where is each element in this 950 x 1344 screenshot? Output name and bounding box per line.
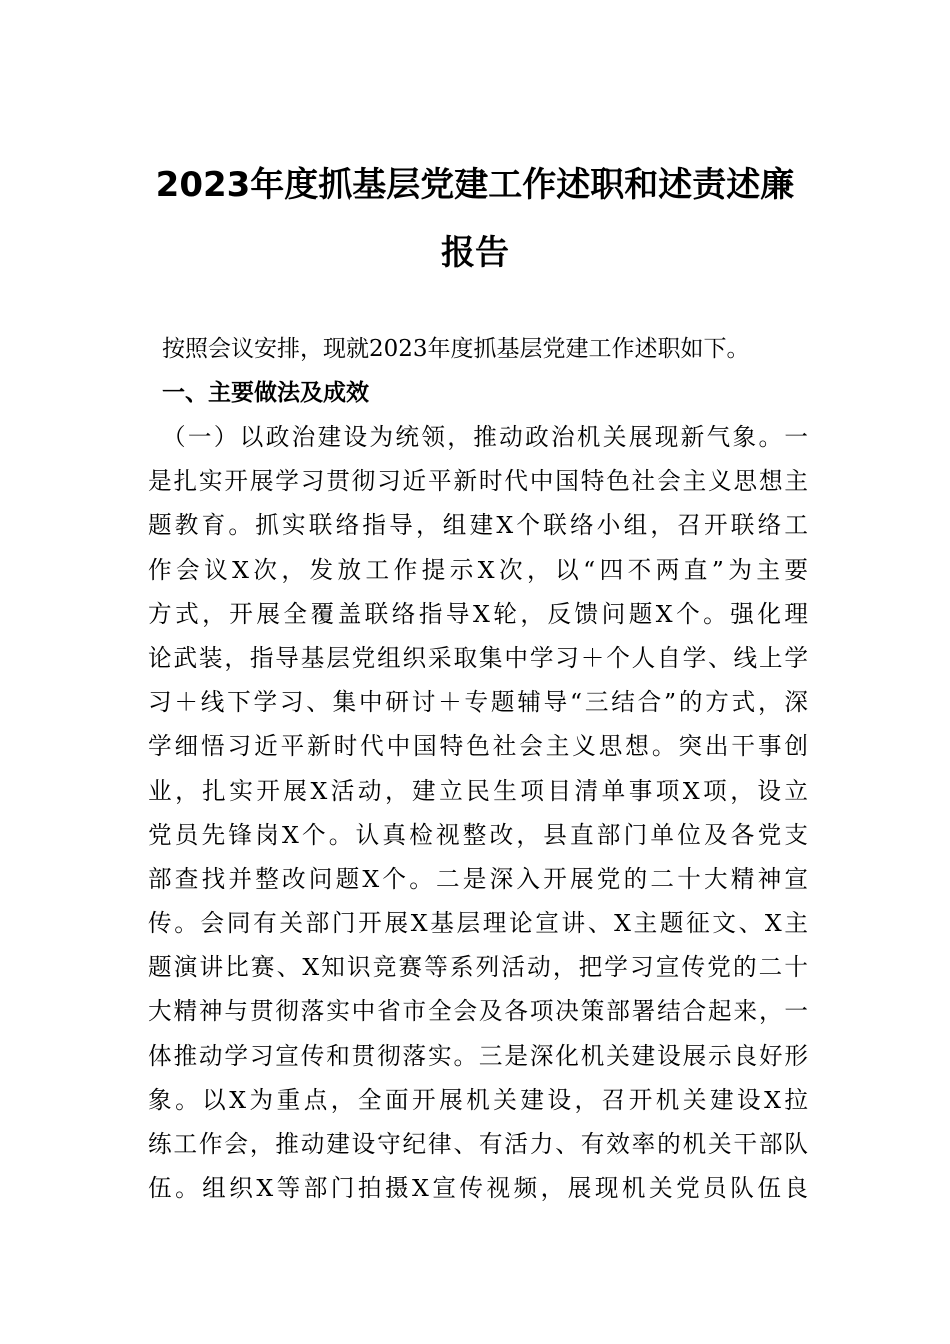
section-heading: 一、主要做法及成效 — [162, 380, 369, 406]
body-line: 伍。组织X等部门拍摄X宣传视频，展现机关党员队伍良 — [148, 1174, 808, 1203]
body-line: 题教育。抓实联络指导，组建X个联络小组，召开联络工 — [148, 511, 808, 540]
body-line: 党员先锋岗X个。认真检视整改，县直部门单位及各党支 — [148, 820, 808, 849]
body-line: 是扎实开展学习贯彻习近平新时代中国特色社会主义思想主 — [148, 467, 808, 496]
body-line: 传。会同有关部门开展X基层理论宣讲、X主题征文、X主 — [148, 909, 808, 938]
body-line: 大精神与贯彻落实中省市全会及各项决策部署结合起来，一 — [148, 997, 808, 1026]
body-line: 练工作会，推动建设守纪律、有活力、有效率的机关干部队 — [148, 1130, 808, 1158]
body-paragraph — [148, 422, 808, 1217]
body-line: 象。以X为重点，全面开展机关建设，召开机关建设X拉 — [148, 1085, 808, 1114]
body-line: 论武装，指导基层党组织采取集中学习＋个人自学、线上学 — [148, 643, 808, 672]
body-line: 部查找并整改问题X个。二是深入开展党的二十大精神宣 — [148, 864, 808, 893]
body-line: 学细悟习近平新时代中国特色社会主义思想。突出干事创 — [148, 732, 808, 761]
body-line: 题演讲比赛、X知识竞赛等系列活动，把学习宣传党的二十 — [148, 953, 808, 982]
body-line: 习＋线下学习、集中研讨＋专题辅导“三结合”的方式，深 — [148, 688, 808, 717]
body-line: 业，扎实开展X活动，建立民生项目清单事项X项，设立 — [148, 776, 808, 805]
document-title-line-1: 2023年度抓基层党建工作述职和述责述廉 — [155, 165, 795, 205]
document-title-line-2: 报告 — [441, 233, 509, 273]
body-line: 作会议X次，发放工作提示X次，以“四不两直”为主要 — [148, 555, 808, 584]
body-line: 方式，开展全覆盖联络指导X轮，反馈问题X个。强化理 — [148, 599, 808, 628]
body-line: 体推动学习宣传和贯彻落实。三是深化机关建设展示良好形 — [148, 1041, 808, 1070]
body-line: （一）以政治建设为统领，推动政治机关展现新气象。一 — [162, 423, 808, 451]
intro-paragraph: 按照会议安排，现就2023年度抓基层党建工作述职如下。 — [162, 336, 750, 362]
